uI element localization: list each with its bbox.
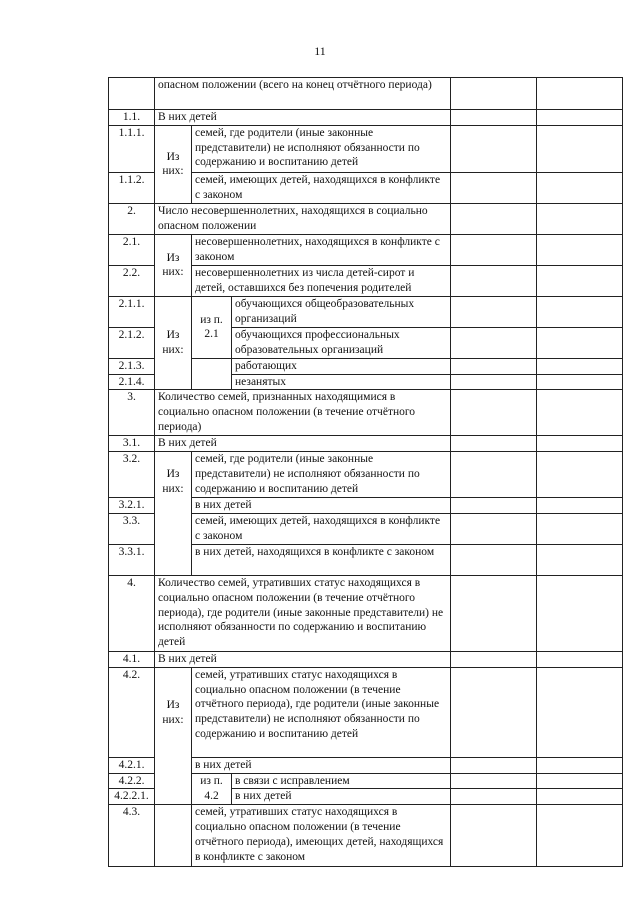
empty-cell (192, 358, 232, 390)
row-text-cell: семей, имеющих детей, находящихся в конфликте с законом (192, 172, 451, 203)
row-number-cell (109, 78, 155, 110)
row-number-cell: 4.2.1. (109, 757, 155, 773)
row-text-cell: Количество семей, признанных находящимися в социально опасном положении (в течение отчётного периода) (155, 390, 451, 436)
row-text-cell: В них детей (155, 651, 451, 667)
table-row (109, 203, 623, 234)
page-number: 11 (314, 44, 326, 58)
row-text-cell: опасном положении (всего на конец отчётного периода) (155, 78, 451, 110)
value-cell (537, 498, 623, 514)
row-number-cell: 4.2.2. (109, 773, 155, 789)
table-row (109, 436, 623, 452)
row-text-cell: семей, утративших статус находящихся в социально опасном положении (в течение отчётного периода), имеющих детей, находящихся в конфликте с законом (192, 805, 451, 867)
group-label-cell: Из них: (155, 452, 192, 576)
row-text-cell: в связи с исправлением (232, 773, 451, 789)
row-number-cell: 4.2.2.1. (109, 789, 155, 805)
value-cell (537, 773, 623, 789)
row-text-cell: в них детей (192, 757, 451, 773)
table-row (109, 667, 623, 757)
value-cell (537, 125, 623, 172)
row-text-cell: в них детей (192, 498, 451, 514)
value-cell (451, 498, 537, 514)
row-number-cell: 4. (109, 575, 155, 651)
value-cell (451, 125, 537, 172)
table-row (109, 110, 623, 126)
row-text-cell: незанятых (232, 374, 451, 390)
value-cell (451, 667, 537, 757)
value-cell (451, 390, 537, 436)
table-row (109, 390, 623, 436)
row-text-cell: семей, где родители (иные законные представители) не исполняют обязанности по содержанию и воспитанию детей (192, 452, 451, 498)
table-row (109, 234, 623, 265)
value-cell (537, 234, 623, 265)
value-cell (537, 78, 623, 110)
table-row (109, 575, 623, 651)
row-number-cell: 3.3. (109, 513, 155, 544)
value-cell (537, 667, 623, 757)
row-text-cell: семей, имеющих детей, находящихся в конфликте с законом (192, 513, 451, 544)
value-cell (451, 789, 537, 805)
value-cell (451, 110, 537, 126)
table-row (109, 296, 623, 327)
row-number-cell: 1.1.1. (109, 125, 155, 172)
row-number-cell: 3.3.1. (109, 544, 155, 575)
row-number-cell: 3.1. (109, 436, 155, 452)
value-cell (451, 805, 537, 867)
row-number-cell: 2.1.4. (109, 374, 155, 390)
value-cell (451, 452, 537, 498)
row-number-cell: 4.3. (109, 805, 155, 867)
row-text-cell: В них детей (155, 110, 451, 126)
row-text-cell: работающих (232, 358, 451, 374)
row-number-cell: 2.1.3. (109, 358, 155, 374)
group-label-cell: Из них: (155, 234, 192, 296)
value-cell (537, 436, 623, 452)
value-cell (451, 234, 537, 265)
row-text-cell: несовершеннолетних из числа детей-сирот и детей, оставшихся без попечения родителей (192, 265, 451, 296)
value-cell (537, 544, 623, 575)
row-text-cell: обучающихся профессиональных образовательных организаций (232, 327, 451, 358)
row-number-cell: 3.2.1. (109, 498, 155, 514)
row-text-cell: обучающихся общеобразовательных организаций (232, 296, 451, 327)
value-cell (451, 203, 537, 234)
value-cell (537, 789, 623, 805)
value-cell (537, 327, 623, 358)
row-number-cell: 2.1.1. (109, 296, 155, 327)
value-cell (537, 513, 623, 544)
table-row (109, 805, 623, 867)
row-number-cell: 2. (109, 203, 155, 234)
value-cell (537, 805, 623, 867)
value-cell (537, 110, 623, 126)
value-cell (451, 773, 537, 789)
value-cell (537, 374, 623, 390)
value-cell (537, 651, 623, 667)
value-cell (451, 513, 537, 544)
group-label-cell: Из них: (155, 667, 192, 804)
value-cell (451, 358, 537, 374)
row-number-cell: 3. (109, 390, 155, 436)
row-number-cell: 1.1. (109, 110, 155, 126)
row-text-cell: в них детей, находящихся в конфликте с законом (192, 544, 451, 575)
group-label-cell: из п. 4.2 (192, 773, 232, 805)
value-cell (451, 172, 537, 203)
table-row (109, 651, 623, 667)
value-cell (451, 575, 537, 651)
row-number-cell: 4.1. (109, 651, 155, 667)
value-cell (451, 757, 537, 773)
statistics-table (108, 77, 623, 867)
row-number-cell: 2.1. (109, 234, 155, 265)
row-number-cell: 4.2. (109, 667, 155, 757)
value-cell (537, 265, 623, 296)
value-cell (451, 651, 537, 667)
value-cell (451, 265, 537, 296)
row-text-cell: в них детей (232, 789, 451, 805)
row-text-cell: В них детей (155, 436, 451, 452)
row-number-cell: 1.1.2. (109, 172, 155, 203)
table-row (109, 125, 623, 172)
value-cell (451, 78, 537, 110)
value-cell (537, 757, 623, 773)
value-cell (451, 296, 537, 327)
row-text-cell: Количество семей, утративших статус находящихся в социально опасном положении (в течение отчётного периода), где родители (иные законные представители) не исполняют обязанности по содержанию и воспитанию детей (155, 575, 451, 651)
value-cell (537, 452, 623, 498)
value-cell (537, 390, 623, 436)
row-number-cell: 2.2. (109, 265, 155, 296)
value-cell (537, 575, 623, 651)
value-cell (451, 436, 537, 452)
value-cell (451, 544, 537, 575)
value-cell (537, 358, 623, 374)
table-row (109, 452, 623, 498)
value-cell (451, 327, 537, 358)
table-row (109, 78, 623, 110)
value-cell (537, 203, 623, 234)
group-label-cell: Из них: (155, 296, 192, 390)
group-label-cell: из п. 2.1 (192, 296, 232, 358)
row-text-cell: семей, где родители (иные законные представители) не исполняют обязанности по содержанию и воспитанию детей (192, 125, 451, 172)
value-cell (537, 172, 623, 203)
value-cell (451, 374, 537, 390)
empty-cell (155, 805, 192, 867)
row-number-cell: 2.1.2. (109, 327, 155, 358)
row-text-cell: несовершеннолетних, находящихся в конфликте с законом (192, 234, 451, 265)
row-text-cell: Число несовершеннолетних, находящихся в социально опасном положении (155, 203, 451, 234)
row-text-cell: семей, утративших статус находящихся в социально опасном положении (в течение отчётного периода), где родители (иные законные представители) не исполняют обязанности по содержанию и воспитанию детей (192, 667, 451, 757)
group-label-cell: Из них: (155, 125, 192, 203)
row-number-cell: 3.2. (109, 452, 155, 498)
value-cell (537, 296, 623, 327)
